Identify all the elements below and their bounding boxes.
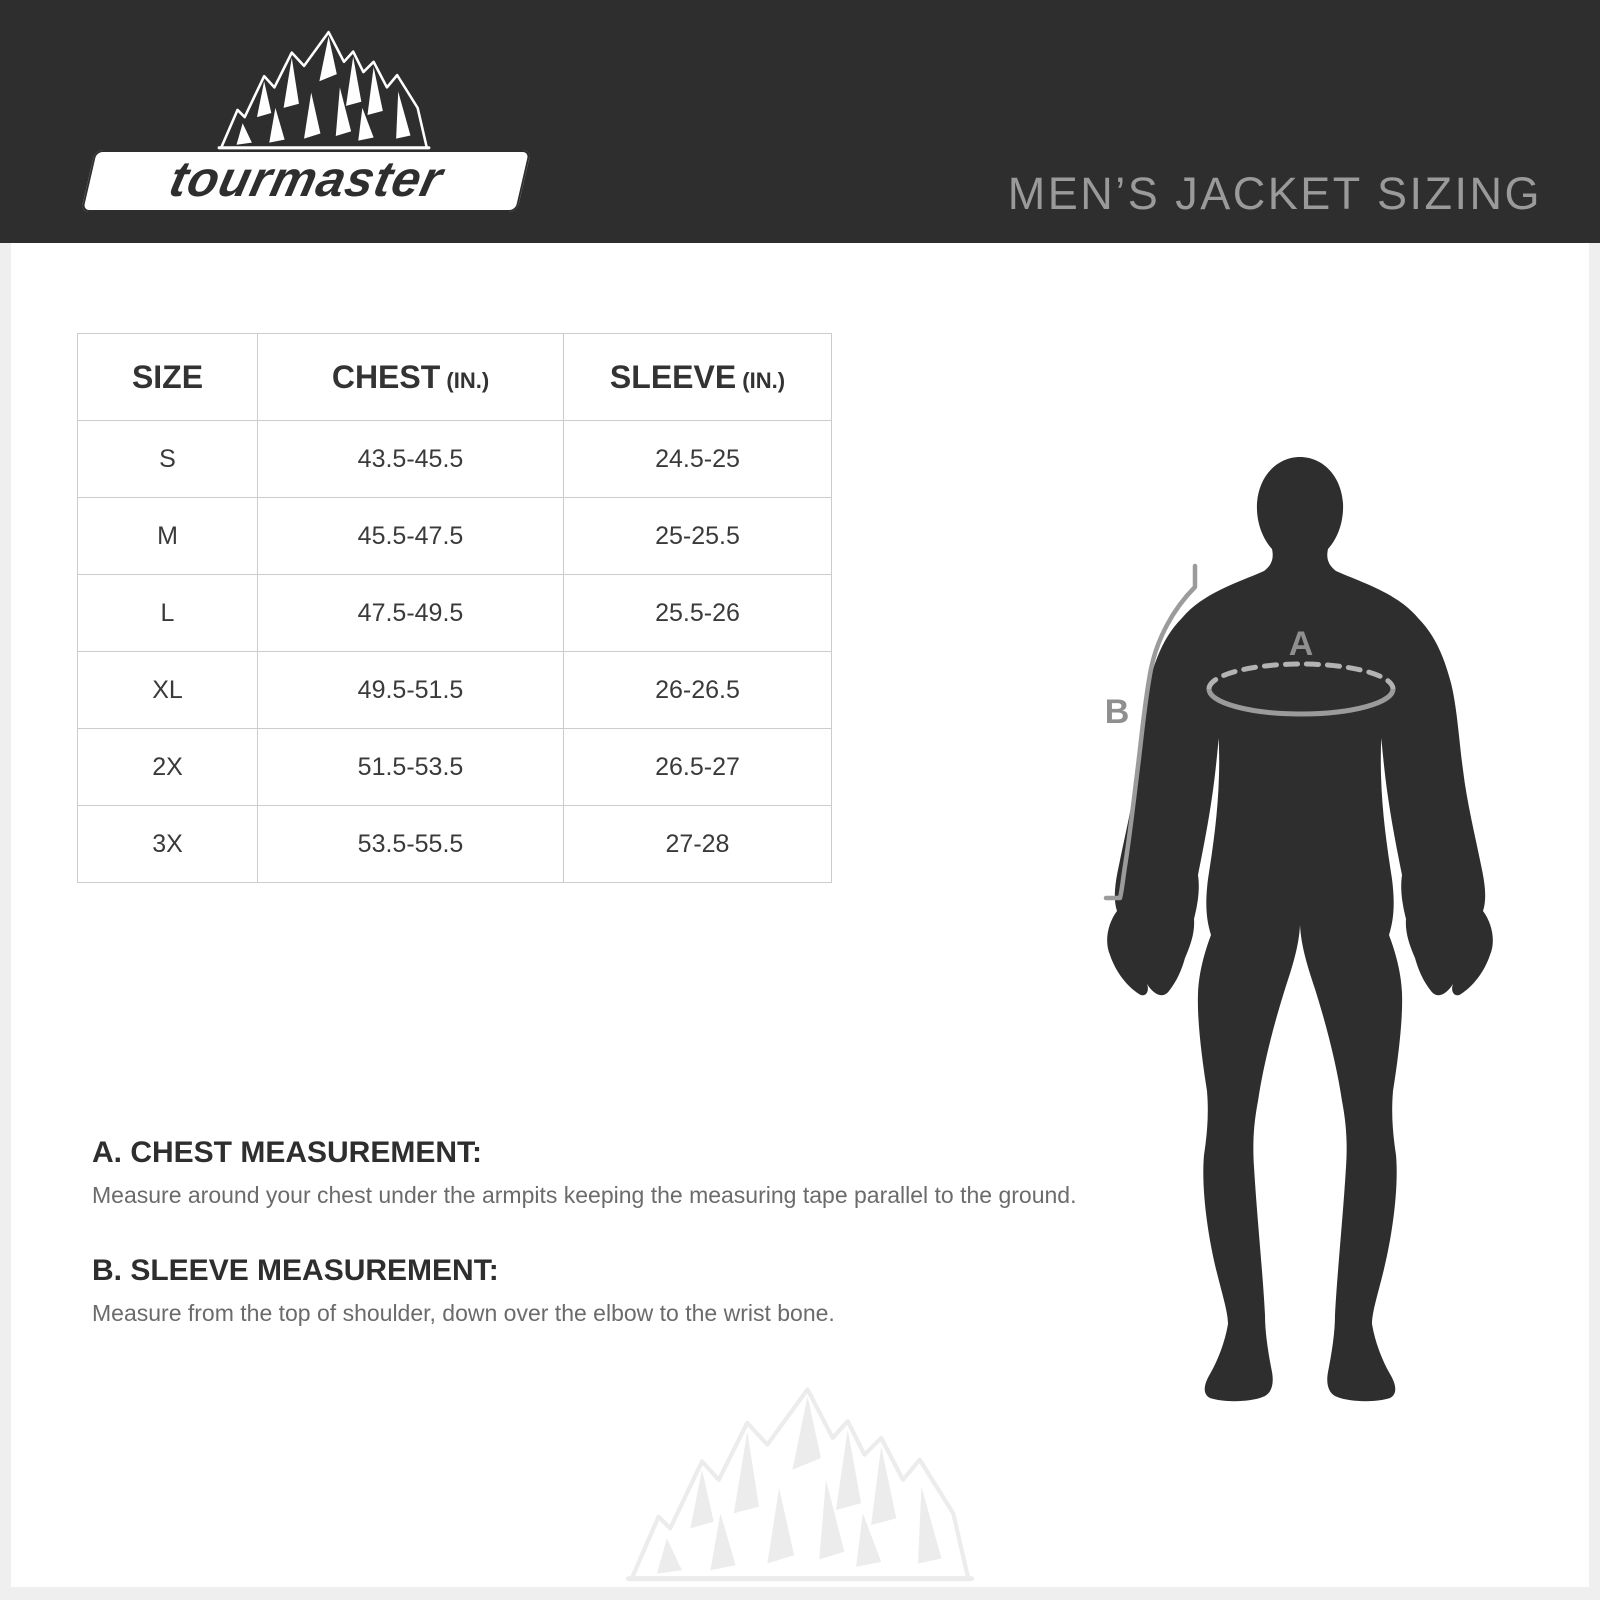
page-title: MEN’S JACKET SIZING [1007,168,1542,219]
chest-cell: 47.5-49.5 [258,575,564,652]
table-row [78,729,832,806]
column-header-sleeve: SLEEVE (IN.) [564,334,832,421]
chest-cell: 53.5-55.5 [258,806,564,883]
mountain-icon [214,30,434,153]
size-table [77,333,832,883]
size-cell: L [78,575,258,652]
sleeve-measurement-heading: B. SLEEVE MEASUREMENT: [92,1254,499,1287]
chest-cell: 49.5-51.5 [258,652,564,729]
tourmaster-logo [86,0,526,243]
chest-measurement-text: Measure around your chest under the armpits keeping the measuring tape parallel to the ground. [92,1182,1077,1208]
sleeve-cell: 26-26.5 [564,652,832,729]
size-cell: XL [78,652,258,729]
chest-cell: 43.5-45.5 [258,421,564,498]
sleeve-cell: 24.5-25 [564,421,832,498]
logo-text: tourmaster [164,151,449,207]
sleeve-cell: 25-25.5 [564,498,832,575]
sleeve-cell: 25.5-26 [564,575,832,652]
table-row [78,652,832,729]
sleeve-cell: 27-28 [564,806,832,883]
header-bar [0,0,1600,243]
table-row [78,575,832,652]
sleeve-measurement-text: Measure from the top of shoulder, down over the elbow to the wrist bone. [92,1300,835,1326]
table-row [78,498,832,575]
column-header-size: SIZE [78,334,258,421]
mountain-watermark-icon [620,1386,980,1587]
table-row [78,806,832,883]
chest-measurement-heading: A. CHEST MEASUREMENT: [92,1136,483,1169]
sleeve-cell: 26.5-27 [564,729,832,806]
sleeve-label-b: B [1104,693,1130,731]
size-cell: S [78,421,258,498]
body-silhouette-figure [1085,455,1505,1405]
table-header-row [78,334,832,421]
table-row [78,421,832,498]
size-cell: M [78,498,258,575]
body-silhouette [1300,457,1493,1401]
size-cell: 2X [78,729,258,806]
logo-banner [81,150,531,212]
chest-cell: 51.5-53.5 [258,729,564,806]
size-cell: 3X [78,806,258,883]
chest-cell: 45.5-47.5 [258,498,564,575]
chest-label-a: A [1288,625,1314,663]
column-header-chest: CHEST (IN.) [258,334,564,421]
